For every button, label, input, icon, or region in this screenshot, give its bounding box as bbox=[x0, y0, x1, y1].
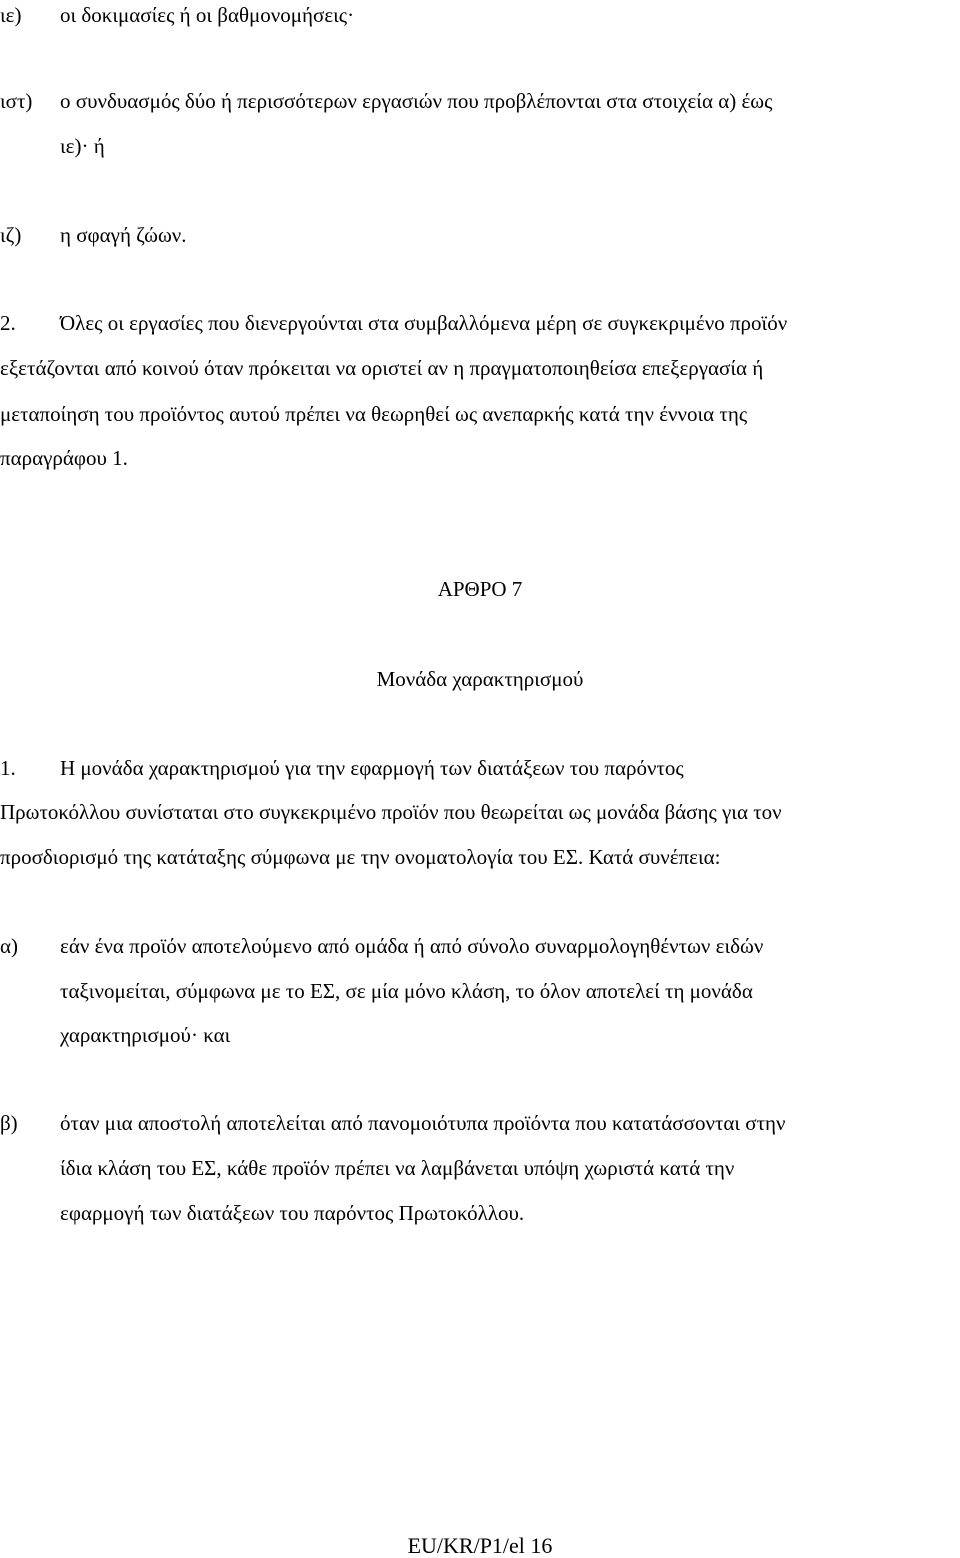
list-item-ie-text: οι δοκιμασίες ή οι βαθμονομήσεις· bbox=[60, 3, 355, 27]
article-heading: ΑΡΘΡΟ 7 bbox=[437, 577, 523, 601]
list-item-iz-label: ιζ) bbox=[0, 223, 22, 247]
paragraph-2-line-1: Όλες οι εργασίες που διενεργούνται στα συμβαλλόμενα μέρη σε συγκεκριμένο προϊόν bbox=[60, 311, 788, 335]
list-item-ist-line-1: ο συνδυασμός δύο ή περισσότερων εργασιών που προβλέπονται στα στοιχεία α) έως bbox=[60, 89, 773, 113]
paragraph-2-line-2: εξετάζονται από κοινού όταν πρόκειται να οριστεί αν η πραγματοποιηθείσα επεξεργασία ή bbox=[0, 356, 764, 380]
list-item-ist-line-2: ιε)· ή bbox=[60, 134, 105, 158]
list-item-iz-text: η σφαγή ζώων. bbox=[60, 223, 187, 247]
paragraph-1-number: 1. bbox=[0, 756, 16, 780]
paragraph-2-line-3: μεταποίηση του προϊόντος αυτού πρέπει να θεωρηθεί ως ανεπαρκής κατά την έννοια της bbox=[0, 402, 748, 426]
page-footer-reference: EU/KR/P1/el 16 bbox=[407, 1533, 553, 1558]
list-item-a-line-3: χαρακτηρισμού· και bbox=[60, 1023, 231, 1047]
list-item-ie-label: ιε) bbox=[0, 3, 22, 27]
list-item-ist-label: ιστ) bbox=[0, 89, 33, 113]
list-item-b-label: β) bbox=[0, 1111, 18, 1135]
paragraph-1-line-2: Πρωτοκόλλου συνίσταται στο συγκεκριμένο προϊόν που θεωρείται ως μονάδα βάσης για τον bbox=[0, 800, 782, 824]
paragraph-2-number: 2. bbox=[0, 311, 16, 335]
list-item-a-label: α) bbox=[0, 934, 18, 958]
paragraph-1-line-1: Η μονάδα χαρακτηρισμού για την εφαρμογή των διατάξεων του παρόντος bbox=[60, 756, 684, 780]
list-item-b-line-1: όταν μια αποστολή αποτελείται από πανομοιότυπα προϊόντα που κατατάσσονται στην bbox=[60, 1111, 786, 1135]
list-item-b-line-2: ίδια κλάση του ΕΣ, κάθε προϊόν πρέπει να λαμβάνεται υπόψη χωριστά κατά την bbox=[60, 1156, 735, 1180]
list-item-b-line-3: εφαρμογή των διατάξεων του παρόντος Πρωτοκόλλου. bbox=[60, 1201, 525, 1225]
list-item-a-line-2: ταξινομείται, σύμφωνα με το ΕΣ, σε μία μόνο κλάση, το όλον αποτελεί τη μονάδα bbox=[60, 979, 753, 1003]
list-item-a-line-1: εάν ένα προϊόν αποτελούμενο από ομάδα ή από σύνολο συναρμολογηθέντων ειδών bbox=[60, 934, 764, 958]
paragraph-1-line-3: προσδιορισμό της κατάταξης σύμφωνα με την ονοματολογία του ΕΣ. Κατά συνέπεια: bbox=[0, 845, 721, 869]
article-title: Μονάδα χαρακτηρισμού bbox=[376, 667, 584, 691]
paragraph-2-line-4: παραγράφου 1. bbox=[0, 446, 128, 470]
